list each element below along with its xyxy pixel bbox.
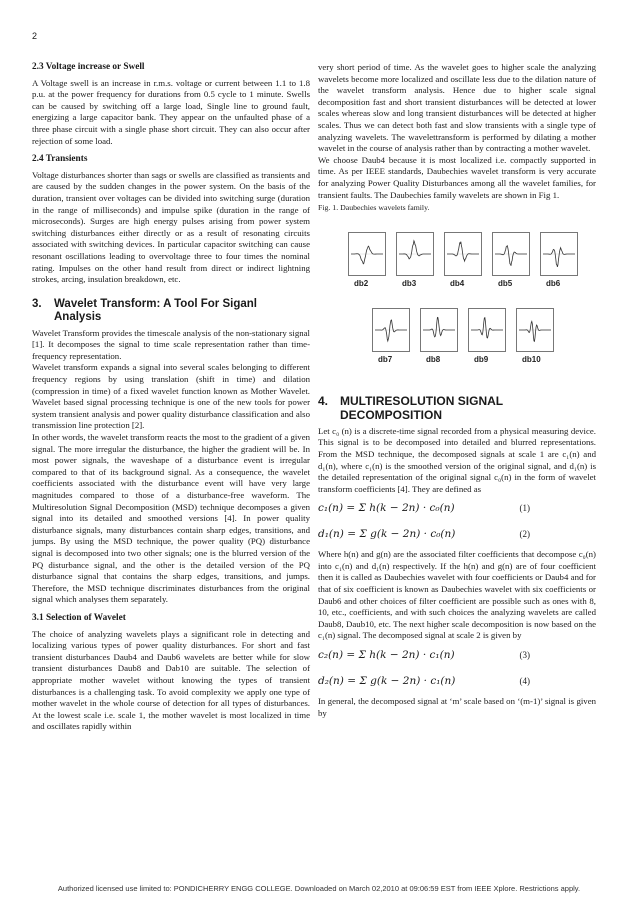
equation-3-number: (3) [519, 650, 530, 661]
equation-1 [318, 497, 596, 521]
section-3-1-body: The choice of analyzing wavelets plays a significant role in detecting and localizing various types of power quality disturbances. For short and fast transient disturbances Daub4 and Daub6 wavelets are better while for slow transient disturbances Daub8 and Dab10 are suitable. The selection of appropriate mother wavelet without knowing the types of transient disturbances is a challenging task. To avoid complexity we apply one type of mother wavelet in the whole course of detection for all types of disturbances. At the lowest scale i.e. scale 1, the mother wavelet is most localized in time and oscillates rapidly within [32, 628, 310, 732]
section-3-1-title: 3.1 Selection of Wavelet [32, 612, 126, 623]
section-4-title-line1: MULTIRESOLUTION SIGNAL [340, 393, 504, 408]
wavelet-label-db6: db6 [546, 278, 561, 288]
wavelet-plot-db6 [540, 232, 578, 276]
equation-2-number: (2) [519, 529, 530, 540]
wavelet-label-db10: db10 [522, 354, 541, 364]
section-3-heading [32, 298, 310, 324]
wavelet-curve-db7 [375, 320, 407, 341]
section-2-4-body: Voltage disturbances shorter than sags or swells are classified as transients and are caused by the sudden changes in the power system. On the basis of the duration, transient over voltages can be divided into switching surge (duration in the range of milliseconds) and impulse spike (duration in the range of microseconds). Surges are high energy pulses arising from power system switching disturbances either directly or as a result of resonating circuits associated with switching devices. In particular capacitor switching can cause resonant oscillations leading to overvoltage three to four times the nominal rating. Impulses on the other hand result from direct or indirect lightning strokes, arcing, insulation breakdown, etc. [32, 169, 310, 285]
section-4-para-1: Let c₀ (n) is a discrete-time signal recorded from a physical measuring device. This signal is to be decomposed into detailed and blurred representations. From the MSD technique, the decomposed signals at scale 1 are c₁(n) and d₁(n), where c₁(n) is the smoothed version of the original signal, and d₁(n) is the detailed representation of the original signal c₀(n) in the form of wavelet transform coefficients [4]. They are defined as [318, 425, 596, 494]
section-4-heading [318, 394, 596, 422]
wavelet-plot-db8 [420, 308, 458, 352]
wavelet-label-db8: db8 [426, 354, 441, 364]
wavelet-label-db9: db9 [474, 354, 489, 364]
equation-4 [318, 670, 596, 694]
equation-2 [318, 523, 596, 547]
wavelet-label-db4: db4 [450, 278, 465, 288]
wavelet-plot-db3 [396, 232, 434, 276]
license-footer: Authorized licensed use limited to: PONDICHERRY ENGG COLLEGE. Downloaded on March 02,2010 at 09:06:59 EST from IEEE Xplore. Restrictions apply. [57, 884, 581, 893]
section-4-para-3: In general, the decomposed signal at ‘m’ scale based on ‘(m-1)’ signal is given by [318, 696, 596, 718]
section-3-number: 3. [32, 297, 42, 310]
wavelet-curve-db9 [471, 317, 503, 337]
wavelet-label-db2: db2 [354, 278, 369, 288]
continued-para-1: very short period of time. As the wavelet goes to higher scale the analyzing wavelets become more localized and oscillate less due to the dilation nature of the wavelet transform analysis. Hence due to higher scale signal decomposition fast and short transient disturbances will be detected at lower scales whereas slow and long transient disturbances will be detected at higher scales. Thus we can detect both fast and slow transients with a single type of analyzing wavelets. The wavelettransform is performed by dilating a mother wavelet in the course of analysis rather than by contracting a mother wavelet. [318, 62, 596, 154]
wavelet-label-db7: db7 [378, 354, 393, 364]
wavelet-curve-db4 [447, 241, 479, 260]
section-4-para-2: Where h(n) and g(n) are the associated filter coefficients that decompose c₀(n) into c₁(n) and d₁(n) respectively. If the h(n) and g(n) are of four coefficient then it is called as Daubechies wavelet with four coefficients or Daub4 and for that of six coefficient is known as Daubechies wavelet with six coefficients or Daub6 and other choices of filter coefficient are possible such as ones with 8, 10, etc., coefficients, and with such choices the analyzing wavelets are called Daub8, Daub10, etc. The next higher scale decomposition is now based on the c₁(n) signal. The decomposed signal at scale 2 is given by [318, 549, 596, 641]
figure-1-caption: Fig. 1. Daubechies wavelets family. [318, 203, 430, 213]
section-2-3-body: A Voltage swell is an increase in r.m.s. voltage or current between 1.1 to 1.8 p.u. at the power frequency for durations from 0.5 cycle to 1 minute. Swells can be caused by switching off a large load, Single line to ground fault, energizing a large capacitor bank. They appear on the unfaulted phase of a three phase circuit with a single phase short circuit. They can also occur after rejection of some load. [32, 77, 310, 146]
section-3-para-2: Wavelet transform expands a signal into several scales belonging to different frequency regions by using translation (shift in time) and dilation (compression in time) of a fixed wavelet function known as Mother Wavelet. Wavelet based signal processing technique is one of the new tools for power system transient analysis and power quality disturbance classification and also transmission line protection [2]. [32, 362, 310, 431]
equation-3 [318, 644, 596, 668]
wavelet-curve-db5 [495, 245, 527, 265]
equation-4-number: (4) [519, 676, 530, 687]
equation-2-text: d₁(n) = Σ g(k − 2n) · c₀(n) [318, 528, 456, 541]
wavelet-label-db5: db5 [498, 278, 513, 288]
continued-para-2: We choose Daub4 because it is most localized i.e. compactly supported in time. As per IEEE standards, Daubechies wavelet transform is very accurate for analyzing Power Quality Disturbances among all the wavelet families, for transient faults. The Daubechies family wavelets are shown in Fig 1. [318, 154, 596, 200]
wavelet-curve-db8 [423, 317, 455, 336]
right-column [318, 62, 596, 719]
wavelet-curve-db10 [519, 321, 551, 341]
wavelet-curve-db2 [351, 246, 383, 264]
equation-1-number: (1) [519, 503, 530, 514]
section-3-title-line1: Wavelet Transform: A Tool For Siganl [54, 297, 257, 310]
section-4-number: 4. [318, 393, 329, 408]
wavelet-label-db3: db3 [402, 278, 417, 288]
section-2-3-title: 2.3 Voltage increase or Swell [32, 62, 145, 72]
equation-1-text: c₁(n) = Σ h(k − 2n) · c₀(n) [318, 502, 455, 515]
wavelet-plot-db5 [492, 232, 530, 276]
wavelet-plot-db9 [468, 308, 506, 352]
equation-4-text: d₂(n) = Σ g(k − 2n) · c₁(n) [318, 675, 456, 688]
wavelet-curve-db6 [543, 247, 575, 266]
equation-3-text: c₂(n) = Σ h(k − 2n) · c₁(n) [318, 649, 455, 662]
figure-1-daubechies-wavelets [340, 222, 592, 382]
wavelet-plot-db4 [444, 232, 482, 276]
wavelet-plot-db2 [348, 232, 386, 276]
wavelet-plot-db10 [516, 308, 554, 352]
left-column [32, 62, 310, 733]
section-3-title-line2: Analysis [54, 310, 102, 323]
section-3-para-3: In other words, the wavelet transform reacts the most to the gradient of a given signal. The more irregular the disturbance, the higher the gradient will be. In most power signals, the waveshape of a disturbance event is irregular compared to that of its background signal. As a consequence, the wavelet coefficients associated with the disturbance event will have very large magnitudes compared to those of a disturbance-free waveform. The Multiresolution Signal Decomposition (MSD) technique decomposes a given signal into its detailed and smoothed versions [4]. In power quality disturbance signals, many disturbances contain sharp edges, transitions, and jumps. By using the MSD technique, the power quality (PQ) disturbance signal is decomposed into two other signals; one is the blurred version of the PQ disturbance signal, and the other is the detailed version of the PQ disturbance signal that contains the sharp edges, transitions, and jumps. Therefore, the MSD technique discriminates disturbances from the original signal which analyses them separately. [32, 432, 310, 605]
wavelet-plot-db7 [372, 308, 410, 352]
section-3-para-1: Wavelet Transform provides the timescale analysis of the non-stationary signal [1]. It decomposes the signal to time scale representation rather than time- frequency representation. [32, 327, 310, 361]
page-number: 2 [32, 31, 38, 41]
wavelet-curve-db3 [399, 240, 431, 258]
section-2-4-title: 2.4 Transients [32, 154, 88, 165]
section-4-title-line2: DECOMPOSITION [340, 407, 443, 422]
